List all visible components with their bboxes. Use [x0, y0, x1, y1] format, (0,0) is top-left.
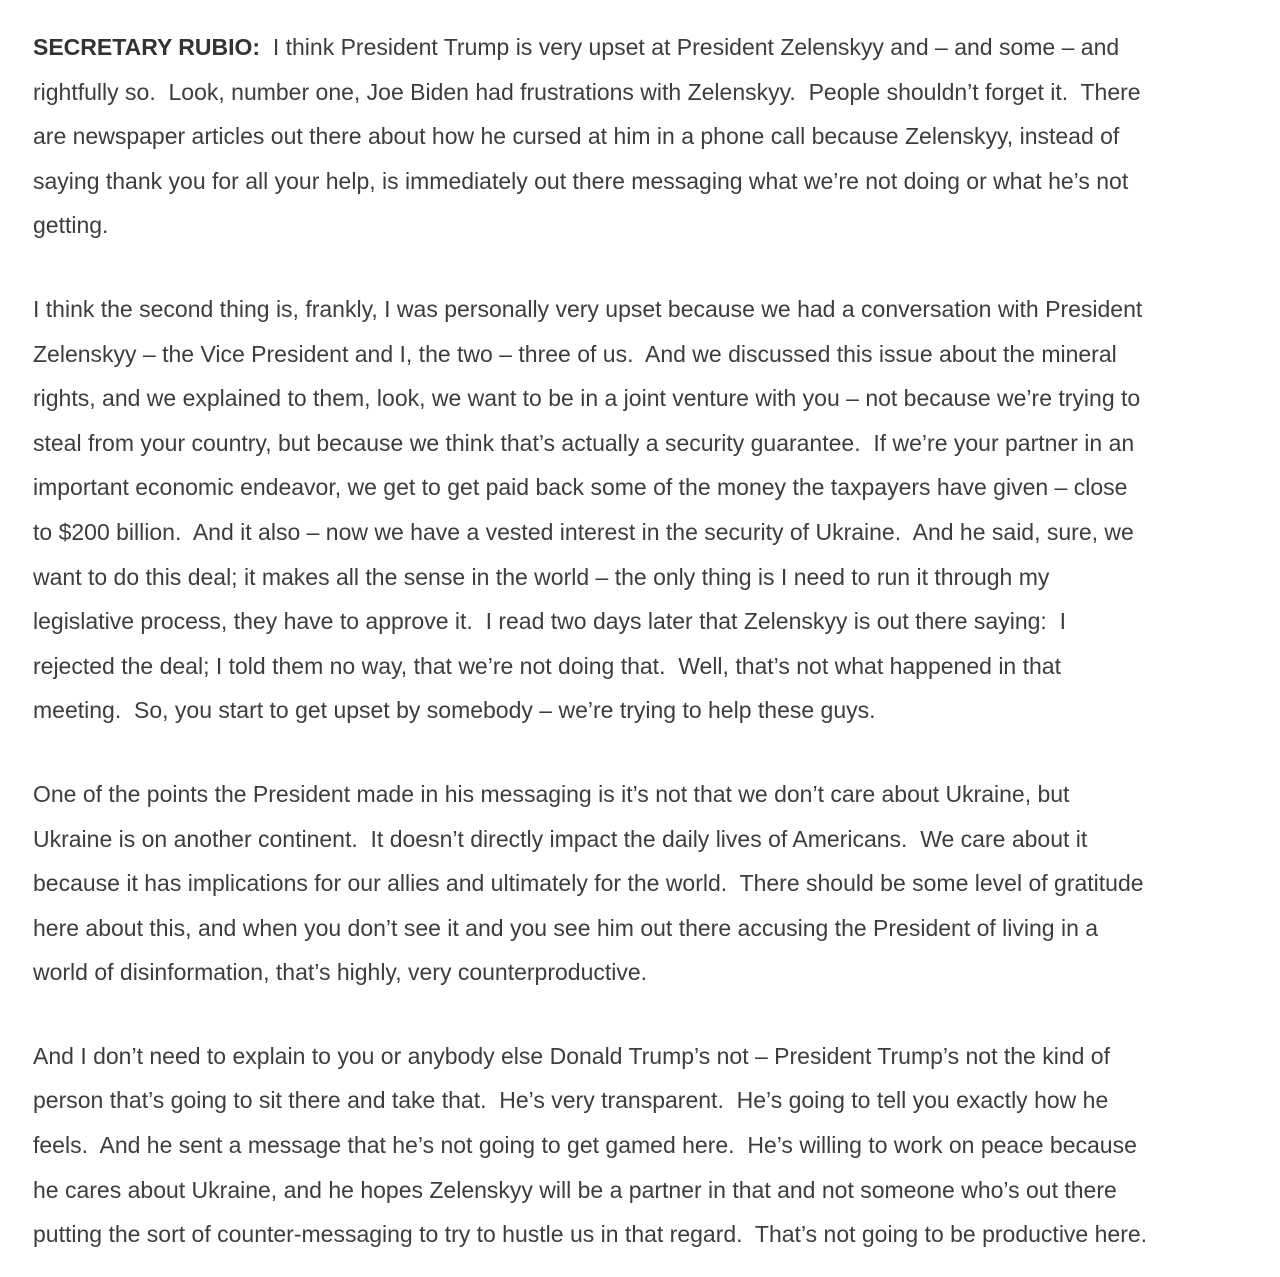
text-line: And I don’t need to explain to you or anybody else Donald Trump’s not – President Trump’s not the kind of	[33, 1042, 1110, 1069]
text-line: feels. And he sent a message that he’s not going to get gamed here. He’s willing to work on peace because	[33, 1132, 1137, 1159]
text-line: saying thank you for all your help, is immediately out there messaging what we’re not doing or what he’s not	[33, 167, 1129, 194]
paragraph	[33, 1034, 1252, 1257]
text-line: I think the second thing is, frankly, I was personally very upset because we had a conversation with President	[33, 295, 1143, 322]
paragraph	[33, 287, 1252, 733]
text-line: because it has implications for our allies and ultimately for the world. There should be some level of gratitude	[33, 870, 1144, 897]
text-line	[33, 25, 1252, 70]
text-line: here about this, and when you don’t see it and you see him out there accusing the President of living in a	[33, 914, 1099, 941]
text-line: are newspaper articles out there about how he cursed at him in a phone call because Zelenskyy, instead of	[33, 123, 1120, 150]
text-line: person that’s going to sit there and take that. He’s very transparent. He’s going to tell you exactly how he	[33, 1087, 1109, 1114]
speaker-label: SECRETARY RUBIO:	[33, 34, 261, 60]
text-line: putting the sort of counter-messaging to try to hustle us in that regard. That’s not going to be productive here.	[33, 1221, 1148, 1248]
text-line-content: I think President Trump is very upset at President Zelenskyy and – and some – and	[260, 34, 1120, 60]
text-line: steal from your country, but because we think that’s actually a security guarantee. If we’re your partner in an	[33, 429, 1135, 456]
paragraph	[33, 25, 1252, 248]
text-line: want to do this deal; it makes all the sense in the world – the only thing is I need to run it through my	[33, 563, 1050, 590]
text-line: rightfully so. Look, number one, Joe Biden had frustrations with Zelenskyy. People shouldn’t forget it. There	[33, 78, 1141, 105]
text-line: important economic endeavor, we get to get paid back some of the money the taxpayers have given – close	[33, 474, 1128, 501]
text-line: Zelenskyy – the Vice President and I, the two – three of us. And we discussed this issue about the mineral	[33, 340, 1117, 367]
text-line: world of disinformation, that’s highly, very counterproductive.	[33, 959, 648, 986]
text-line: rejected the deal; I told them no way, that we’re not doing that. Well, that’s not what happened in that	[33, 652, 1061, 679]
text-line: meeting. So, you start to get upset by somebody – we’re trying to help these guys.	[33, 697, 876, 724]
text-line: he cares about Ukraine, and he hopes Zelenskyy will be a partner in that and not someone who’s out there	[33, 1176, 1117, 1203]
text-line: One of the points the President made in his messaging is it’s not that we don’t care about Ukraine, but	[33, 780, 1070, 807]
text-line: Ukraine is on another continent. It doesn’t directly impact the daily lives of Americans. We care about it	[33, 825, 1088, 852]
paragraph	[33, 772, 1252, 995]
text-line: legislative process, they have to approve it. I read two days later that Zelenskyy is out there saying: I	[33, 608, 1066, 635]
text-line: getting.	[33, 212, 109, 239]
text-line: rights, and we explained to them, look, we want to be in a joint venture with you – not because we’re trying to	[33, 385, 1141, 412]
transcript	[33, 25, 1252, 1257]
text-line: to $200 billion. And it also – now we have a vested interest in the security of Ukraine. And he said, sure, we	[33, 518, 1134, 545]
